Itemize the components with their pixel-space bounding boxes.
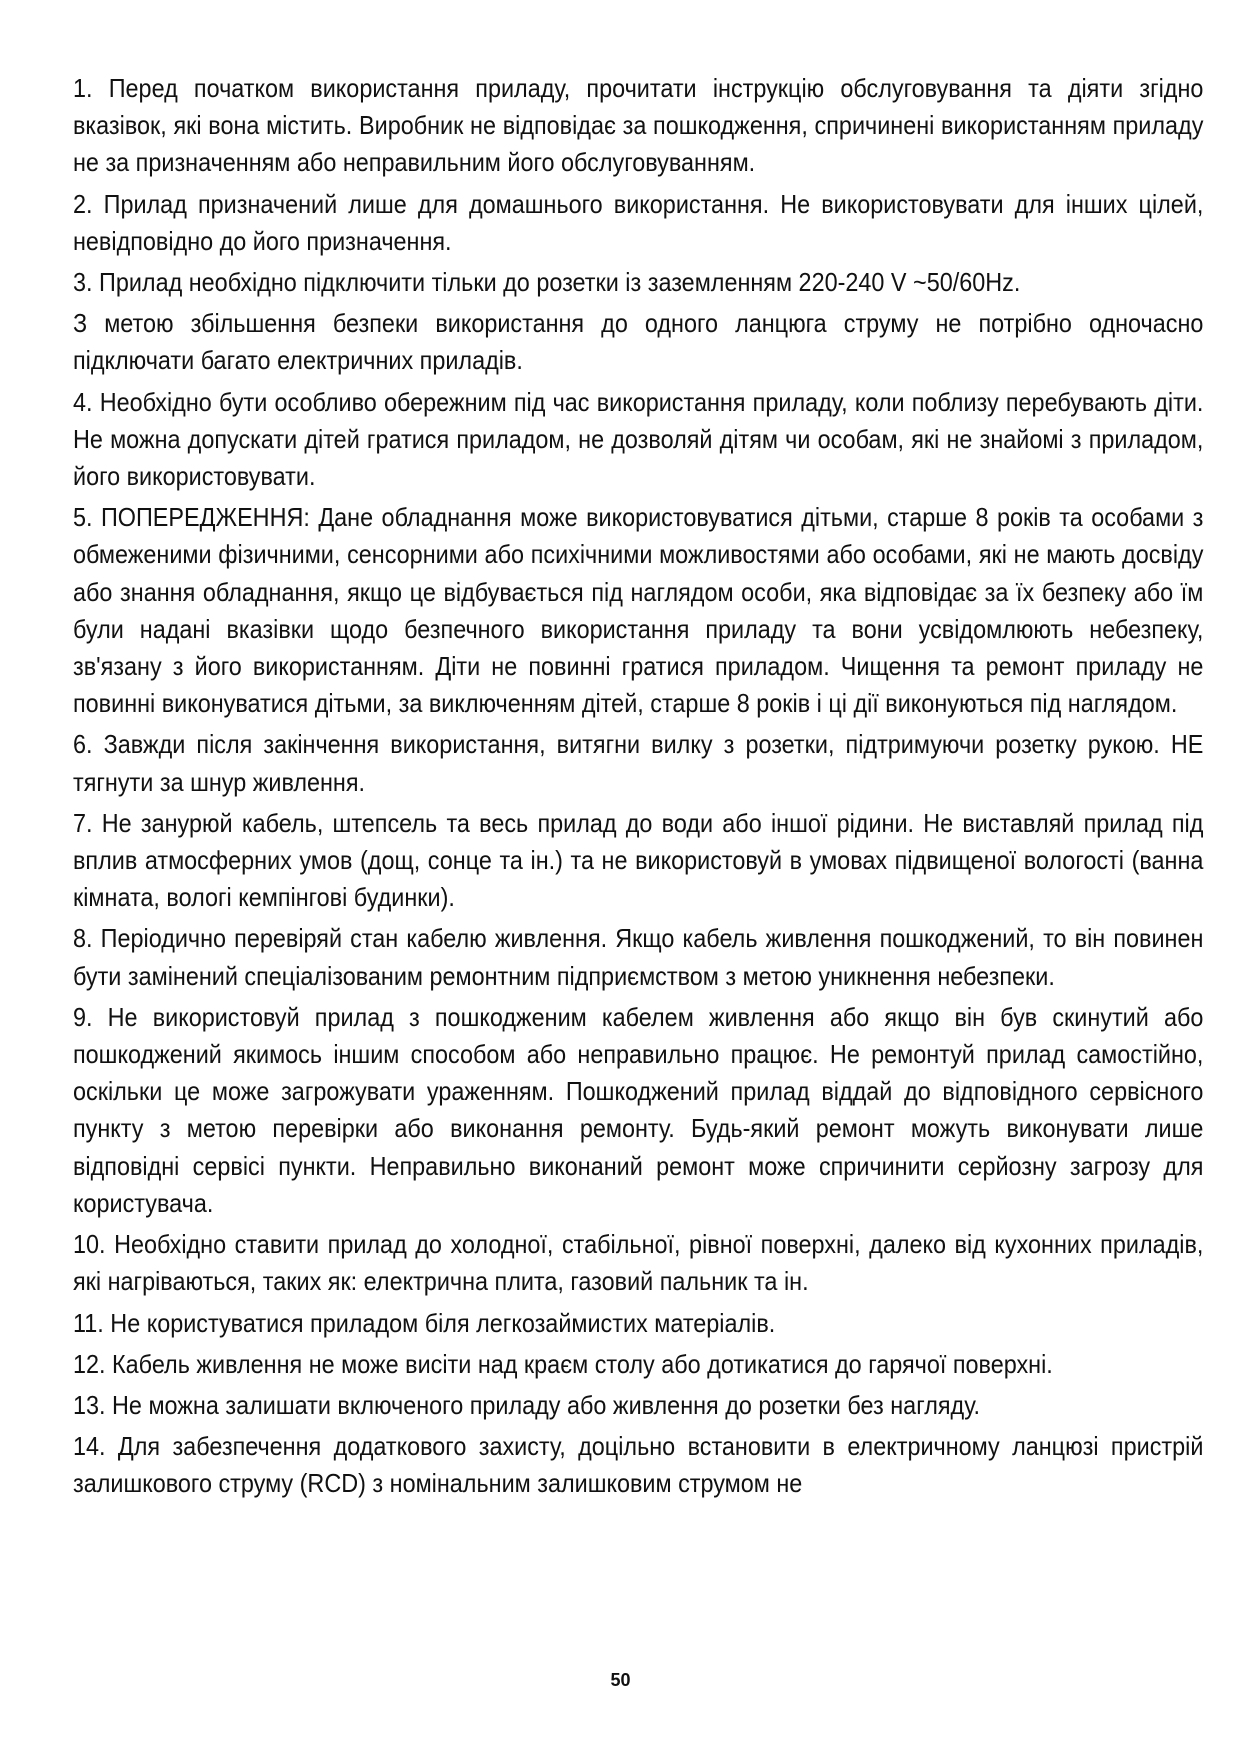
paragraph-9: 9. Не використовуй прилад з пошкодженим кабелем живлення або якщо він був скинутий або пошкоджений якимось іншим способом або неправильно працює. Не ремонтуй прилад самостійно, оскільки це може загрожувати ураженням. Пошкоджений прилад віддай до відповідного сервісного пункту з метою перевірки або виконання ремонту. Будь-який ремонт можуть виконувати лише відповідні сервісі пункти. Неправильно виконаний ремонт може спричинити серйозну загрозу для користувача. — [73, 1001, 1204, 1218]
paragraph-11: 11. Не користуватися приладом біля легкозаймистих матеріалів. — [73, 1307, 776, 1338]
paragraph-5: 5. ПОПЕРЕДЖЕННЯ: Дане обладнання може використовуватися дітьми, старше 8 років та особами з обмеженими фізичними, сенсорними або психічними можливостями або особами, які не мають досвіду або знання обладнання, якщо це відбувається під наглядом особи, яка відповідає за їх безпеку або їм були надані вказівки щодо безпечного використання приладу та вони усвідомлюють небезпеку, зв'язану з його використанням. Діти не повинні гратися приладом. Чищення та ремонт приладу не повинні виконуватися дітьми, за виключенням дітей, старше 8 років і ці дії виконуються під наглядом. — [73, 502, 1204, 719]
paragraph-13: 13. Не можна залишати включеного приладу або живлення до розетки без нагляду. — [73, 1389, 981, 1420]
paragraph-1: 1. Перед початком використання приладу, прочитати інструкцію обслуговування та діяти згідно вказівок, які вона містить. Виробник не відповідає за пошкодження, спричинені використанням приладу не за призначенням або неправильним його обслуговуванням. — [73, 73, 1204, 178]
page-number: 50 — [610, 1670, 631, 1690]
paragraph-8: 8. Періодично перевіряй стан кабелю живлення. Якщо кабель живлення пошкоджений, то він повинен бути замінений спеціалізованим ремонтним підприємством з метою уникнення небезпеки. — [73, 923, 1204, 991]
paragraph-3: 3. Прилад необхідно підключити тільки до розетки із заземленням 220-240 V ~50/60Hz. — [73, 267, 1021, 298]
paragraph-14: 14. Для забезпечення додаткового захисту, доцільно встановити в електричному ланцюзі пристрій залишкового струму (RCD) з номінальним залишковим струмом не — [73, 1431, 1204, 1499]
paragraph-4: 4. Необхідно бути особливо обережним під час використання приладу, коли поблизу перебувають діти. Не можна допускати дітей гратися приладом, не дозволяй дітям чи особам, які не знайомі з приладом, його використовувати. — [73, 386, 1204, 492]
paragraph-6: 6. Завжди після закінчення використання, витягни вилку з розетки, підтримуючи розетку рукою. НЕ тягнути за шнур живлення. — [73, 729, 1204, 797]
instructions-text — [73, 70, 1204, 1507]
paragraph-12: 12. Кабель живлення не може висіти над краєм столу або дотикатися до гарячої поверхні. — [73, 1348, 1053, 1379]
paragraph-3-note: З метою збільшення безпеки використання до одного ланцюга струму не потрібно одночасно підключати багато електричних приладів. — [73, 308, 1204, 376]
paragraph-7: 7. Не занурюй кабель, штепсель та весь прилад до води або іншої рідини. Не виставляй прилад під вплив атмосферних умов (дощ, сонце та ін.) та не використовуй в умовах підвищеної вологості (ванна кімната, вологі кемпінгові будинки). — [73, 807, 1204, 913]
paragraph-10: 10. Необхідно ставити прилад до холодної, стабільної, рівної поверхні, далеко від кухонних приладів, які нагріваються, таких як: електрична плита, газовий пальник та ін. — [73, 1229, 1204, 1297]
paragraph-2: 2. Прилад призначений лише для домашнього використання. Не використовувати для інших цілей, невідповідно до його призначення. — [73, 188, 1204, 256]
